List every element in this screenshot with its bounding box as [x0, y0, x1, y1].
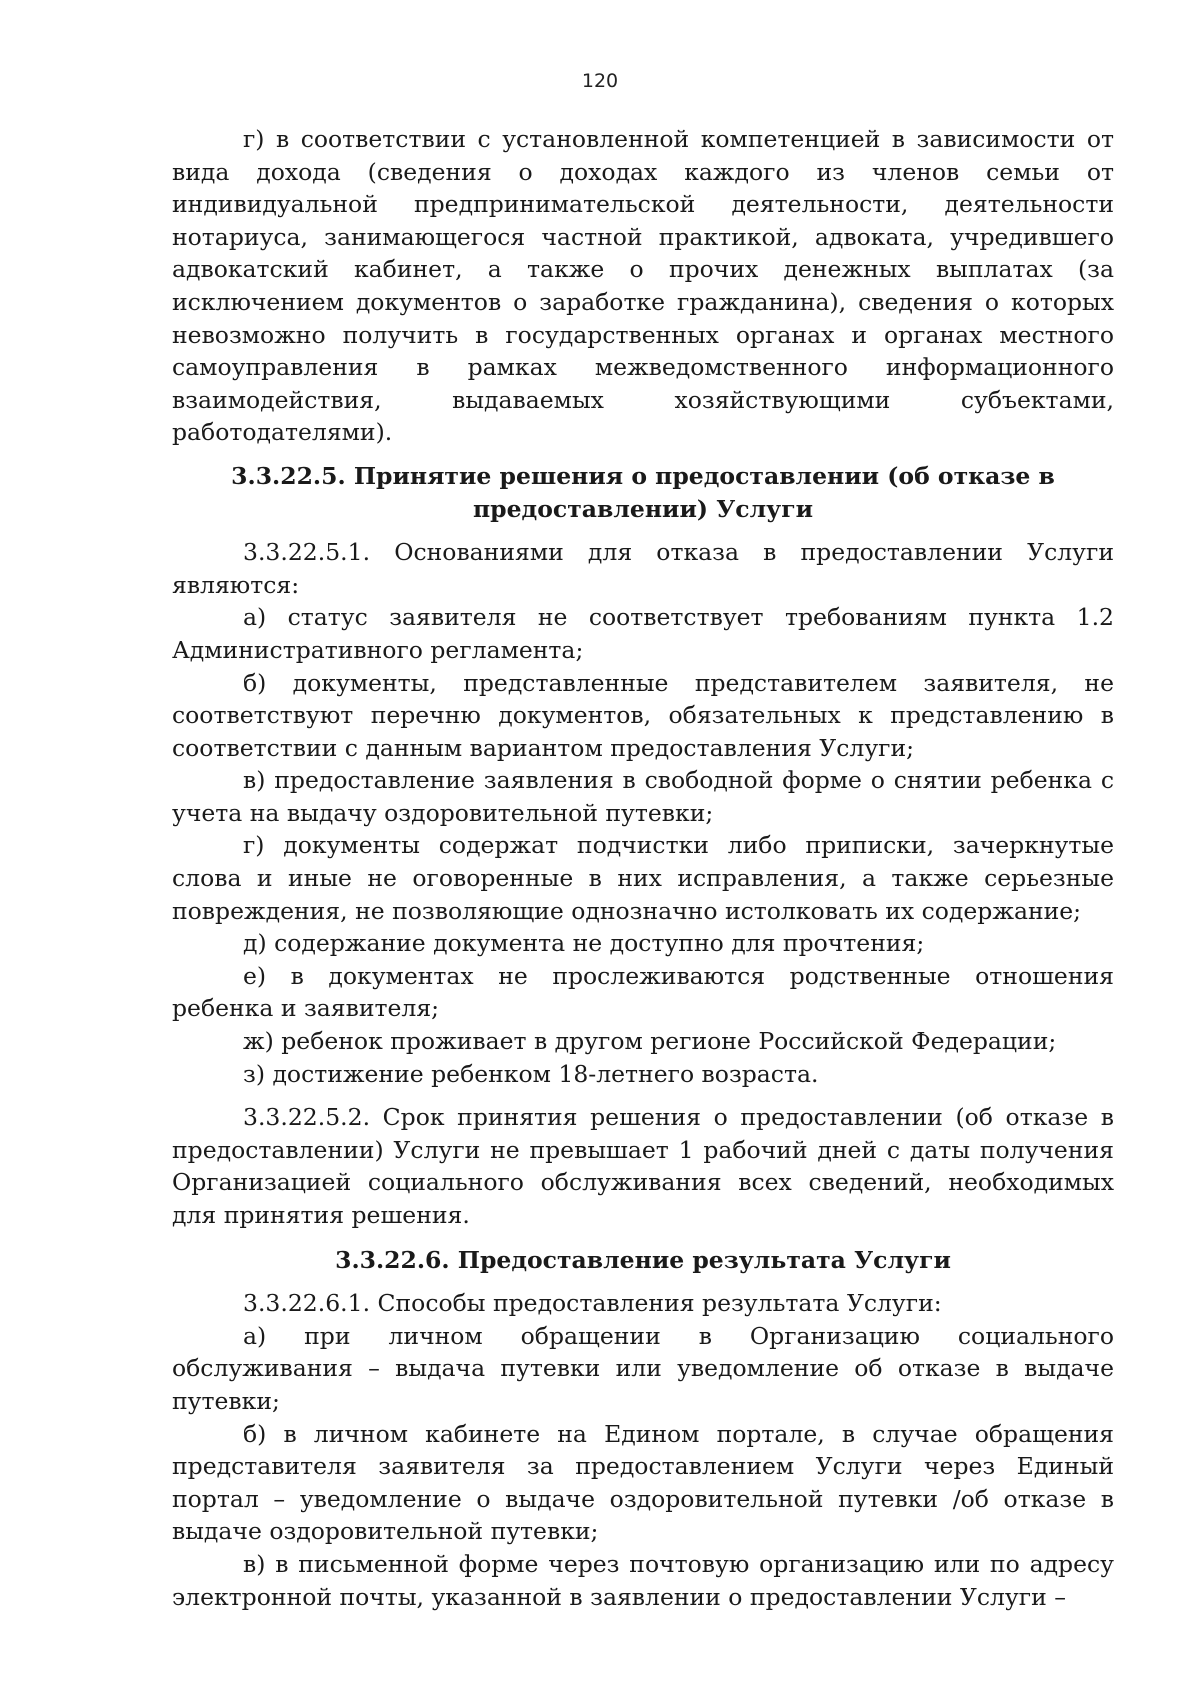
list-item-refusal-v: в) предоставление заявления в свободной форме о снятии ребенка с учета на выдачу оздоровительной путевки;	[172, 766, 1114, 827]
section-heading-decision-line2: предоставлении) Услуги	[472, 494, 814, 523]
paragraph-income-info: г) в соответствии с установленной компетенцией в зависимости от вида дохода (сведения о доходах каждого из членов семьи от индивидуальной предпринимательской деятельности, деятельности нотариуса, занимающегося частной практикой, адвоката, учредившего адвокатский кабинет, а также о прочих денежных выплатах (за исключением документов о заработке гражданина), сведения о которых невозможно получить в государственных органах и органах местного самоуправления в рамках межведомственного информационного взаимодействия, выдаваемых хозяйствующими субъектами, работодателями).	[172, 125, 1114, 447]
clause-result-methods: 3.3.22.6.1. Способы предоставления результата Услуги:	[243, 1289, 942, 1318]
spacer	[172, 1232, 1114, 1244]
list-item-result-v: в) в письменной форме через почтовую организацию или по адресу электронной почты, указанной в заявлении о предоставлении Услуги –	[172, 1549, 1114, 1611]
spacer	[172, 449, 1114, 460]
list-item-refusal-zh: ж) ребенок проживает в другом регионе Российской Федерации;	[243, 1027, 1057, 1056]
section-heading-decision-line1: 3.3.22.5. Принятие решения о предоставлении (об отказе в	[231, 461, 1055, 490]
list-item-refusal-z: з) достижение ребенком 18-летнего возраста.	[243, 1059, 819, 1088]
list-item-refusal-b: б) документы, представленные представителем заявителя, не соответствуют перечню документов, обязательных к представлению в соответствии с данным вариантом предоставления Услуги;	[172, 668, 1114, 762]
list-item-refusal-a: а) статус заявителя не соответствует требованиям пункта 1.2 Административного регламента;	[172, 603, 1114, 664]
clause-refusal-grounds: 3.3.22.5.1. Основаниями для отказа в предоставлении Услуги являются:	[172, 538, 1114, 599]
clause-decision-term: 3.3.22.5.2. Срок принятия решения о предоставлении (об отказе в предоставлении) Услуги не превышает 1 рабочий дней с даты получения Организацией социального обслуживания всех сведений, необходимых для принятия решения.	[172, 1103, 1114, 1229]
section-heading-result: 3.3.22.6. Предоставление результата Услуги	[335, 1245, 951, 1274]
list-item-result-b: б) в личном кабинете на Едином портале, в случае обращения представителя заявителя за предоставлением Услуги через Единый портал – уведомление о выдаче оздоровительной путевки /об отказе в выдаче оздоровительной путевки;	[172, 1419, 1114, 1546]
page-number: 120	[581, 70, 619, 92]
list-item-refusal-d: д) содержание документа не доступно для прочтения;	[243, 929, 925, 958]
list-item-refusal-e: е) в документах не прослеживаются родственные отношения ребенка и заявителя;	[172, 961, 1114, 1023]
spacer	[172, 525, 1114, 536]
list-item-result-a: а) при личном обращении в Организацию социального обслуживания – выдача путевки или уведомление об отказе в выдаче путевки;	[172, 1321, 1114, 1415]
spacer	[172, 1276, 1114, 1287]
document-body	[172, 123, 1114, 1613]
list-item-refusal-g: г) документы содержат подчистки либо приписки, зачеркнутые слова и иные не оговоренные в них исправления, а также серьезные повреждения, не позволяющие однозначно истолковать их содержание;	[172, 831, 1114, 925]
spacer	[172, 1090, 1114, 1101]
